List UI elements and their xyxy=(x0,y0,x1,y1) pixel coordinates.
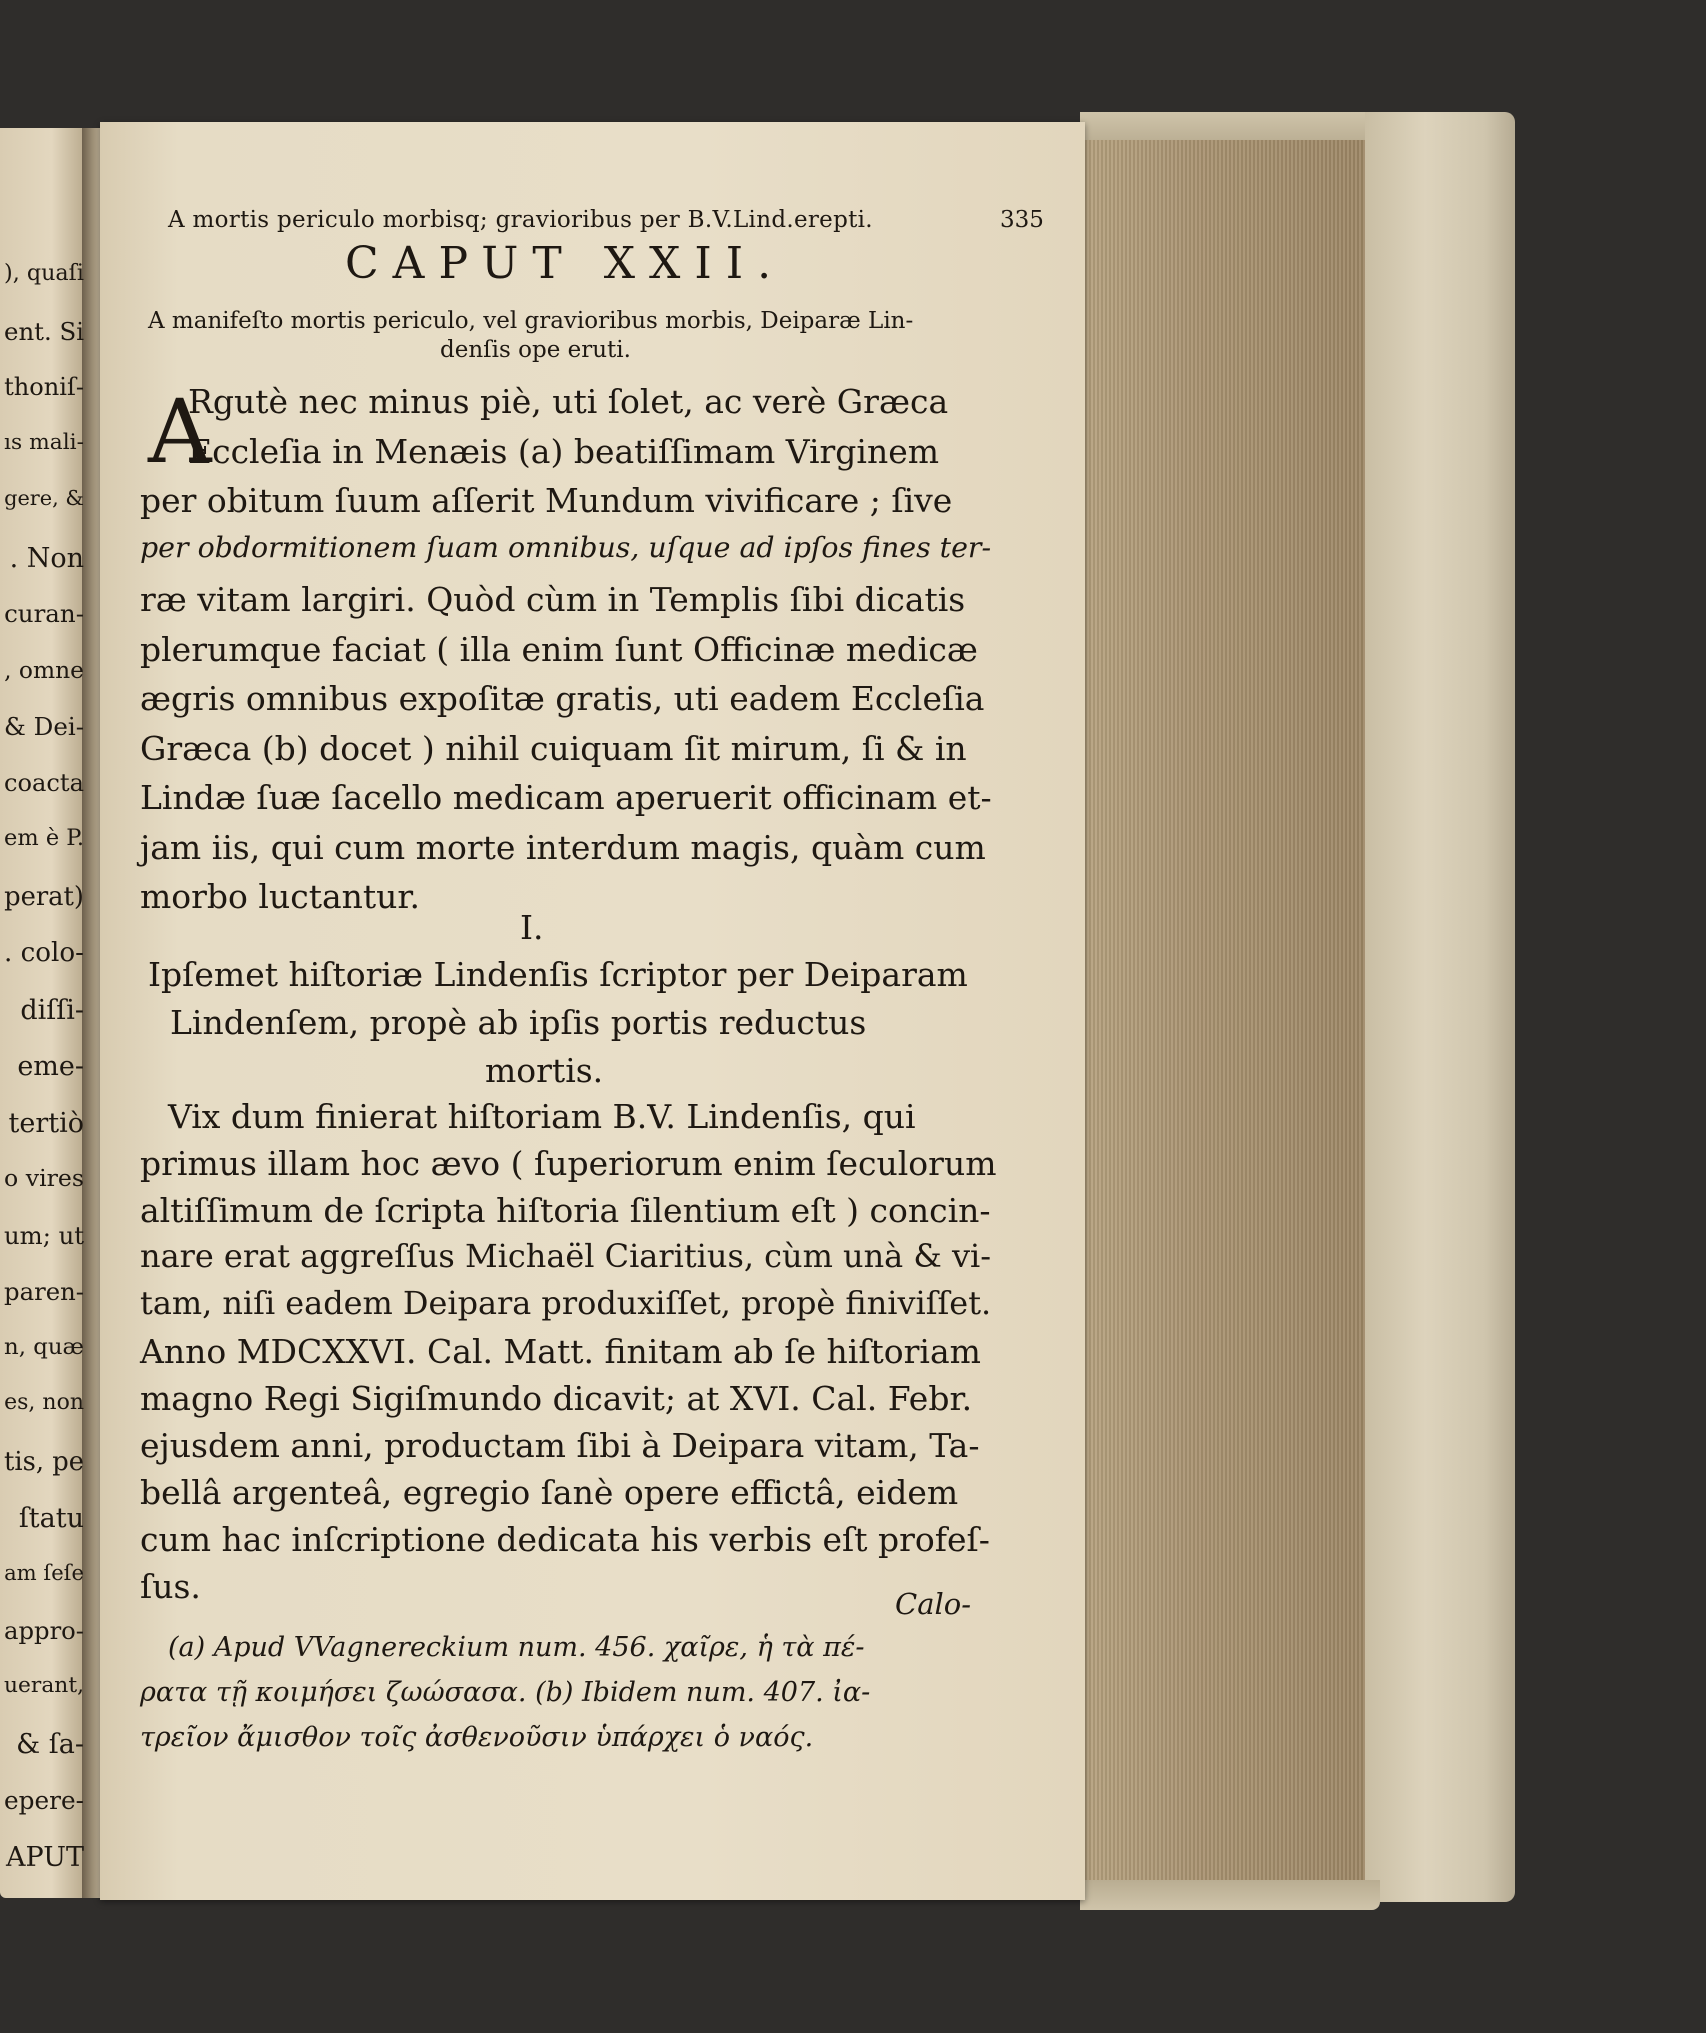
body-line: ſus. xyxy=(140,1567,201,1606)
body-line: Anno MDCXXVI. Cal. Matt. finitam ab ſe hiſtoriam xyxy=(140,1332,981,1371)
vellum-cover xyxy=(1365,112,1515,1902)
body-line: primus illam hoc ævo ( ſuperiorum enim ſeculorum xyxy=(140,1144,997,1183)
footnote-line: ρατα τῇ κοιμήσει ζωώσασα. (b) Ibidem num. 407. ἰα- xyxy=(140,1677,871,1708)
body-line: bellâ argenteâ, egregio ſanè opere effictâ, eidem xyxy=(140,1473,959,1512)
left-page-line: , omne xyxy=(4,655,84,684)
intro-line: per obdormitionem ſuam omnibus, uſque ad ipſos fines ter- xyxy=(140,530,992,564)
left-page-line: ), quaſi xyxy=(4,260,84,286)
left-page-line: gere, & xyxy=(4,486,84,510)
body-line: altiſſimum de ſcripta hiſtoria ſilentium eſt ) concin- xyxy=(140,1191,991,1230)
left-page-line: ıs mali- xyxy=(4,429,84,455)
left-page-line: ent. Si xyxy=(4,316,84,346)
left-page-line: es, non xyxy=(4,1390,84,1415)
section-heading-line: Lindenſem, propè ab ipſis portis reductus xyxy=(170,1003,867,1042)
left-page-line: appro- xyxy=(4,1616,84,1645)
cover-bottom-edge xyxy=(1080,1880,1380,1910)
intro-line: morbo luctantur. xyxy=(140,877,421,916)
left-page-line: eme- xyxy=(17,1051,84,1082)
left-page-line: em è P. xyxy=(4,825,84,851)
left-page-line: APUT xyxy=(6,1842,84,1873)
left-page-line: n, quæ xyxy=(4,1333,84,1360)
left-page-line: am ſeſe xyxy=(4,1559,84,1585)
left-page-line: paren- xyxy=(4,1277,84,1306)
left-page-line: . Non xyxy=(9,542,84,574)
left-page-line: curan- xyxy=(4,599,84,628)
body-line: nare erat aggreſſus Michaël Ciaritius, cùm unà & vi- xyxy=(140,1237,991,1275)
body-line: ejusdem anni, productam ſibi à Deipara vitam, Ta- xyxy=(140,1426,980,1465)
left-page-line: thoniſ- xyxy=(4,373,84,401)
intro-line: plerumque faciat ( illa enim ſunt Officinæ medicæ xyxy=(140,629,978,669)
left-page-line: tis, pe xyxy=(4,1446,84,1477)
left-page-line: tertiò xyxy=(8,1107,84,1139)
left-page-line: perat) xyxy=(4,881,84,912)
catchword: Calo- xyxy=(895,1587,972,1621)
intro-line: per obitum ſuum aſſerit Mundum vivificare ; ſive xyxy=(140,481,953,520)
left-page-line: um; ut xyxy=(4,1220,84,1250)
left-page-line: epere- xyxy=(4,1785,84,1815)
chapter-title: CAPUT XXII. xyxy=(345,238,786,289)
section-number: I. xyxy=(520,908,544,947)
left-page-line: . colo- xyxy=(4,938,84,968)
intro-line: Rgutè nec minus piè, uti ſolet, ac verè Græca xyxy=(188,382,949,421)
body-line: magno Regi Sigiſmundo dicavit; at XVI. Cal. Febr. xyxy=(140,1379,973,1418)
intro-line: ægris omnibus expoſitæ gratis, uti eadem Eccleſia xyxy=(140,679,985,718)
chapter-summary-line: A manifeſto mortis periculo, vel gravioribus morbis, Deiparæ Lin- xyxy=(148,308,914,334)
left-page-line: uerant, xyxy=(4,1672,84,1698)
intro-line: Græca (b) docet ) nihil cuiquam ſit mirum, ſi & in xyxy=(140,728,967,768)
body-line: tam, niſi eadem Deipara produxiſſet, propè finiviſſet. xyxy=(140,1284,992,1322)
intro-line: Lindæ ſuæ ſacello medicam aperuerit officinam et- xyxy=(140,778,992,817)
drop-cap: A xyxy=(148,380,212,483)
running-head: A mortis periculo morbisq; gravioribus per B.V.Lind.erepti. xyxy=(168,207,873,233)
left-page-line: coacta xyxy=(4,768,84,797)
body-line: cum hac inſcriptione dedicata his verbis eſt profeſ- xyxy=(140,1520,990,1559)
page-fore-edge xyxy=(1077,140,1369,1895)
body-line: Vix dum finierat hiſtoriam B.V. Lindenſis, qui xyxy=(168,1097,916,1136)
footnote-line: τρεῖον ἄμισθον τοῖς ἀσθενοῦσιν ὑπάρχει ὁ ναός. xyxy=(140,1722,814,1753)
left-page-line: ſtatu xyxy=(18,1503,84,1534)
intro-line: jam iis, qui cum morte interdum magis, quàm cum xyxy=(140,827,986,867)
footnote-line: (a) Apud VVagnereckium num. 456. χαῖρε, ἡ τὰ πέ- xyxy=(168,1632,865,1663)
section-heading-line: mortis. xyxy=(485,1051,604,1090)
intro-line: Eccleſia in Menæis (a) beatiſſimam Virginem xyxy=(188,431,940,471)
chapter-summary-line: denſis ope eruti. xyxy=(440,337,631,363)
left-page-line: & Dei- xyxy=(4,712,84,741)
left-page-line: & ſa- xyxy=(16,1729,84,1760)
intro-line: ræ vitam largiri. Quòd cùm in Templis ſibi dicatis xyxy=(140,580,966,619)
left-page-line: diſſi- xyxy=(20,994,84,1026)
page-number: 335 xyxy=(1000,207,1044,233)
section-heading-line: Ipſemet hiſtoriæ Lindenſis ſcriptor per Deiparam xyxy=(148,955,968,994)
left-page-line: o vires xyxy=(4,1164,84,1192)
